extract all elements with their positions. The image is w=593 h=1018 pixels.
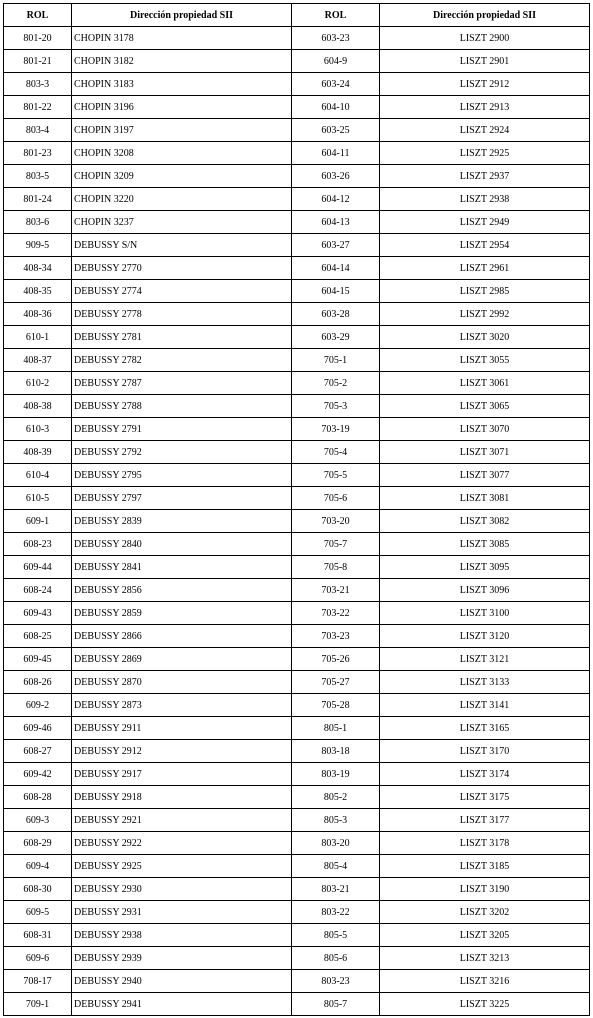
cell-rol-1: 610-2	[4, 372, 72, 395]
cell-rol-1: 408-38	[4, 395, 72, 418]
table-row	[4, 280, 590, 303]
table-row	[4, 993, 590, 1016]
table-row	[4, 188, 590, 211]
cell-rol-1: 609-4	[4, 855, 72, 878]
cell-rol-1: 803-6	[4, 211, 72, 234]
cell-direccion-2: LISZT 3202	[380, 901, 590, 924]
cell-direccion-1: CHOPIN 3197	[72, 119, 292, 142]
table-row	[4, 579, 590, 602]
table-row	[4, 27, 590, 50]
table-row	[4, 510, 590, 533]
cell-direccion-2: LISZT 3082	[380, 510, 590, 533]
cell-direccion-2: LISZT 2925	[380, 142, 590, 165]
cell-rol-2: 603-29	[292, 326, 380, 349]
header-rol-1: ROL	[4, 4, 72, 27]
cell-direccion-1: DEBUSSY 2917	[72, 763, 292, 786]
cell-direccion-2: LISZT 2949	[380, 211, 590, 234]
cell-rol-2: 705-7	[292, 533, 380, 556]
cell-rol-2: 805-2	[292, 786, 380, 809]
cell-rol-1: 608-23	[4, 533, 72, 556]
table-row	[4, 970, 590, 993]
cell-rol-1: 609-6	[4, 947, 72, 970]
table-row	[4, 878, 590, 901]
cell-rol-2: 703-20	[292, 510, 380, 533]
cell-rol-2: 604-9	[292, 50, 380, 73]
cell-direccion-1: DEBUSSY 2866	[72, 625, 292, 648]
cell-rol-2: 604-13	[292, 211, 380, 234]
cell-direccion-1: DEBUSSY S/N	[72, 234, 292, 257]
cell-rol-2: 604-14	[292, 257, 380, 280]
cell-direccion-1: DEBUSSY 2774	[72, 280, 292, 303]
cell-rol-2: 805-4	[292, 855, 380, 878]
cell-direccion-2: LISZT 3216	[380, 970, 590, 993]
table-row	[4, 464, 590, 487]
cell-direccion-1: DEBUSSY 2841	[72, 556, 292, 579]
table-body	[4, 27, 590, 1016]
table-row	[4, 349, 590, 372]
cell-rol-2: 803-20	[292, 832, 380, 855]
cell-rol-2: 705-3	[292, 395, 380, 418]
cell-rol-2: 603-23	[292, 27, 380, 50]
cell-direccion-1: DEBUSSY 2939	[72, 947, 292, 970]
cell-rol-2: 705-8	[292, 556, 380, 579]
cell-direccion-1: DEBUSSY 2795	[72, 464, 292, 487]
cell-rol-1: 408-34	[4, 257, 72, 280]
table-row	[4, 165, 590, 188]
cell-direccion-2: LISZT 3133	[380, 671, 590, 694]
cell-direccion-1: DEBUSSY 2870	[72, 671, 292, 694]
cell-direccion-1: DEBUSSY 2938	[72, 924, 292, 947]
cell-rol-1: 609-2	[4, 694, 72, 717]
cell-rol-1: 803-3	[4, 73, 72, 96]
cell-direccion-2: LISZT 3174	[380, 763, 590, 786]
header-direccion-1: Dirección propiedad SII	[72, 4, 292, 27]
table-row	[4, 96, 590, 119]
cell-direccion-1: DEBUSSY 2797	[72, 487, 292, 510]
cell-rol-2: 803-18	[292, 740, 380, 763]
cell-direccion-2: LISZT 2961	[380, 257, 590, 280]
cell-direccion-2: LISZT 3170	[380, 740, 590, 763]
table-row	[4, 326, 590, 349]
table-row	[4, 602, 590, 625]
cell-rol-2: 705-2	[292, 372, 380, 395]
table-row	[4, 556, 590, 579]
cell-direccion-2: LISZT 3070	[380, 418, 590, 441]
cell-direccion-1: DEBUSSY 2925	[72, 855, 292, 878]
cell-rol-1: 801-20	[4, 27, 72, 50]
cell-direccion-2: LISZT 2938	[380, 188, 590, 211]
table-header-row	[4, 4, 590, 27]
cell-rol-2: 603-24	[292, 73, 380, 96]
cell-rol-2: 603-28	[292, 303, 380, 326]
table-row	[4, 441, 590, 464]
cell-direccion-2: LISZT 3165	[380, 717, 590, 740]
cell-direccion-1: CHOPIN 3220	[72, 188, 292, 211]
table-row	[4, 763, 590, 786]
cell-rol-2: 604-12	[292, 188, 380, 211]
cell-rol-2: 705-26	[292, 648, 380, 671]
cell-direccion-1: DEBUSSY 2921	[72, 809, 292, 832]
cell-rol-2: 703-22	[292, 602, 380, 625]
cell-rol-2: 805-5	[292, 924, 380, 947]
cell-rol-1: 609-42	[4, 763, 72, 786]
table-row	[4, 211, 590, 234]
cell-rol-1: 709-1	[4, 993, 72, 1016]
cell-rol-2: 603-26	[292, 165, 380, 188]
cell-rol-2: 703-19	[292, 418, 380, 441]
cell-rol-2: 805-6	[292, 947, 380, 970]
cell-rol-2: 604-10	[292, 96, 380, 119]
header-direccion-2: Dirección propiedad SII	[380, 4, 590, 27]
cell-direccion-1: DEBUSSY 2791	[72, 418, 292, 441]
cell-rol-1: 608-30	[4, 878, 72, 901]
cell-direccion-2: LISZT 2985	[380, 280, 590, 303]
cell-rol-1: 803-4	[4, 119, 72, 142]
table-row	[4, 625, 590, 648]
cell-direccion-1: CHOPIN 3183	[72, 73, 292, 96]
cell-rol-1: 708-17	[4, 970, 72, 993]
table-row	[4, 832, 590, 855]
cell-direccion-2: LISZT 3121	[380, 648, 590, 671]
cell-rol-2: 603-25	[292, 119, 380, 142]
cell-direccion-2: LISZT 3077	[380, 464, 590, 487]
cell-rol-1: 609-43	[4, 602, 72, 625]
cell-rol-1: 608-27	[4, 740, 72, 763]
cell-rol-2: 803-23	[292, 970, 380, 993]
cell-direccion-2: LISZT 3185	[380, 855, 590, 878]
cell-rol-1: 801-24	[4, 188, 72, 211]
cell-rol-1: 610-4	[4, 464, 72, 487]
cell-direccion-1: CHOPIN 3182	[72, 50, 292, 73]
cell-rol-2: 803-22	[292, 901, 380, 924]
cell-rol-1: 909-5	[4, 234, 72, 257]
cell-direccion-2: LISZT 3175	[380, 786, 590, 809]
table-row	[4, 855, 590, 878]
cell-direccion-2: LISZT 3178	[380, 832, 590, 855]
cell-direccion-1: DEBUSSY 2781	[72, 326, 292, 349]
cell-direccion-2: LISZT 3020	[380, 326, 590, 349]
cell-rol-1: 803-5	[4, 165, 72, 188]
cell-direccion-2: LISZT 2900	[380, 27, 590, 50]
table-row	[4, 395, 590, 418]
table-row	[4, 234, 590, 257]
cell-direccion-1: DEBUSSY 2873	[72, 694, 292, 717]
cell-rol-2: 705-1	[292, 349, 380, 372]
cell-direccion-2: LISZT 2901	[380, 50, 590, 73]
cell-direccion-1: CHOPIN 3209	[72, 165, 292, 188]
cell-direccion-1: DEBUSSY 2931	[72, 901, 292, 924]
cell-direccion-1: CHOPIN 3178	[72, 27, 292, 50]
cell-rol-1: 801-23	[4, 142, 72, 165]
table-row	[4, 671, 590, 694]
cell-direccion-2: LISZT 3055	[380, 349, 590, 372]
table-row	[4, 924, 590, 947]
table-row	[4, 372, 590, 395]
cell-direccion-1: CHOPIN 3196	[72, 96, 292, 119]
cell-direccion-2: LISZT 3071	[380, 441, 590, 464]
cell-rol-2: 604-15	[292, 280, 380, 303]
cell-rol-1: 801-21	[4, 50, 72, 73]
cell-direccion-1: DEBUSSY 2940	[72, 970, 292, 993]
cell-rol-2: 705-27	[292, 671, 380, 694]
cell-rol-1: 609-3	[4, 809, 72, 832]
cell-rol-1: 408-36	[4, 303, 72, 326]
cell-direccion-2: LISZT 2992	[380, 303, 590, 326]
cell-direccion-1: DEBUSSY 2869	[72, 648, 292, 671]
cell-direccion-2: LISZT 3081	[380, 487, 590, 510]
cell-direccion-1: DEBUSSY 2839	[72, 510, 292, 533]
table-row	[4, 786, 590, 809]
cell-rol-1: 608-25	[4, 625, 72, 648]
cell-rol-1: 610-1	[4, 326, 72, 349]
property-table-sheet	[3, 3, 590, 1016]
cell-direccion-2: LISZT 2913	[380, 96, 590, 119]
table-row	[4, 740, 590, 763]
table-row	[4, 717, 590, 740]
table-row	[4, 947, 590, 970]
cell-direccion-1: DEBUSSY 2782	[72, 349, 292, 372]
cell-rol-1: 608-28	[4, 786, 72, 809]
cell-direccion-2: LISZT 3065	[380, 395, 590, 418]
table-row	[4, 142, 590, 165]
cell-direccion-2: LISZT 3096	[380, 579, 590, 602]
cell-rol-2: 803-19	[292, 763, 380, 786]
cell-direccion-2: LISZT 3225	[380, 993, 590, 1016]
table-row	[4, 119, 590, 142]
cell-direccion-1: DEBUSSY 2787	[72, 372, 292, 395]
table-row	[4, 50, 590, 73]
cell-direccion-2: LISZT 3177	[380, 809, 590, 832]
cell-direccion-2: LISZT 3061	[380, 372, 590, 395]
cell-direccion-2: LISZT 3141	[380, 694, 590, 717]
cell-direccion-2: LISZT 3190	[380, 878, 590, 901]
cell-rol-1: 609-46	[4, 717, 72, 740]
cell-direccion-1: DEBUSSY 2778	[72, 303, 292, 326]
cell-rol-2: 703-23	[292, 625, 380, 648]
table-row	[4, 418, 590, 441]
table-row	[4, 694, 590, 717]
cell-direccion-1: CHOPIN 3208	[72, 142, 292, 165]
cell-direccion-1: DEBUSSY 2912	[72, 740, 292, 763]
cell-direccion-2: LISZT 3085	[380, 533, 590, 556]
cell-rol-1: 610-3	[4, 418, 72, 441]
cell-rol-1: 408-35	[4, 280, 72, 303]
cell-direccion-2: LISZT 3095	[380, 556, 590, 579]
cell-rol-2: 803-21	[292, 878, 380, 901]
cell-direccion-2: LISZT 3205	[380, 924, 590, 947]
cell-rol-1: 408-37	[4, 349, 72, 372]
cell-rol-2: 705-28	[292, 694, 380, 717]
table-row	[4, 303, 590, 326]
cell-direccion-2: LISZT 3100	[380, 602, 590, 625]
cell-rol-2: 705-6	[292, 487, 380, 510]
cell-direccion-2: LISZT 2937	[380, 165, 590, 188]
cell-direccion-1: DEBUSSY 2856	[72, 579, 292, 602]
cell-direccion-1: DEBUSSY 2918	[72, 786, 292, 809]
cell-direccion-1: DEBUSSY 2788	[72, 395, 292, 418]
cell-direccion-2: LISZT 3120	[380, 625, 590, 648]
table-row	[4, 809, 590, 832]
cell-direccion-2: LISZT 2924	[380, 119, 590, 142]
table-row	[4, 487, 590, 510]
property-table	[3, 3, 590, 1016]
cell-rol-2: 705-4	[292, 441, 380, 464]
cell-direccion-2: LISZT 3213	[380, 947, 590, 970]
cell-rol-2: 703-21	[292, 579, 380, 602]
table-row	[4, 257, 590, 280]
cell-direccion-1: DEBUSSY 2859	[72, 602, 292, 625]
cell-rol-1: 608-31	[4, 924, 72, 947]
cell-direccion-2: LISZT 2912	[380, 73, 590, 96]
header-rol-2: ROL	[292, 4, 380, 27]
table-row	[4, 648, 590, 671]
cell-rol-1: 608-26	[4, 671, 72, 694]
cell-direccion-1: CHOPIN 3237	[72, 211, 292, 234]
cell-rol-2: 805-1	[292, 717, 380, 740]
cell-direccion-1: DEBUSSY 2770	[72, 257, 292, 280]
cell-rol-1: 408-39	[4, 441, 72, 464]
cell-direccion-1: DEBUSSY 2911	[72, 717, 292, 740]
cell-rol-2: 805-7	[292, 993, 380, 1016]
cell-rol-1: 609-5	[4, 901, 72, 924]
cell-rol-1: 608-29	[4, 832, 72, 855]
cell-rol-1: 801-22	[4, 96, 72, 119]
table-row	[4, 533, 590, 556]
cell-direccion-1: DEBUSSY 2922	[72, 832, 292, 855]
table-row	[4, 73, 590, 96]
cell-rol-2: 705-5	[292, 464, 380, 487]
cell-rol-1: 609-44	[4, 556, 72, 579]
cell-rol-2: 604-11	[292, 142, 380, 165]
table-row	[4, 901, 590, 924]
cell-rol-1: 609-1	[4, 510, 72, 533]
cell-rol-1: 608-24	[4, 579, 72, 602]
cell-direccion-1: DEBUSSY 2792	[72, 441, 292, 464]
cell-rol-2: 603-27	[292, 234, 380, 257]
cell-direccion-2: LISZT 2954	[380, 234, 590, 257]
cell-rol-1: 610-5	[4, 487, 72, 510]
cell-direccion-1: DEBUSSY 2941	[72, 993, 292, 1016]
cell-direccion-1: DEBUSSY 2930	[72, 878, 292, 901]
cell-rol-1: 609-45	[4, 648, 72, 671]
cell-direccion-1: DEBUSSY 2840	[72, 533, 292, 556]
cell-rol-2: 805-3	[292, 809, 380, 832]
